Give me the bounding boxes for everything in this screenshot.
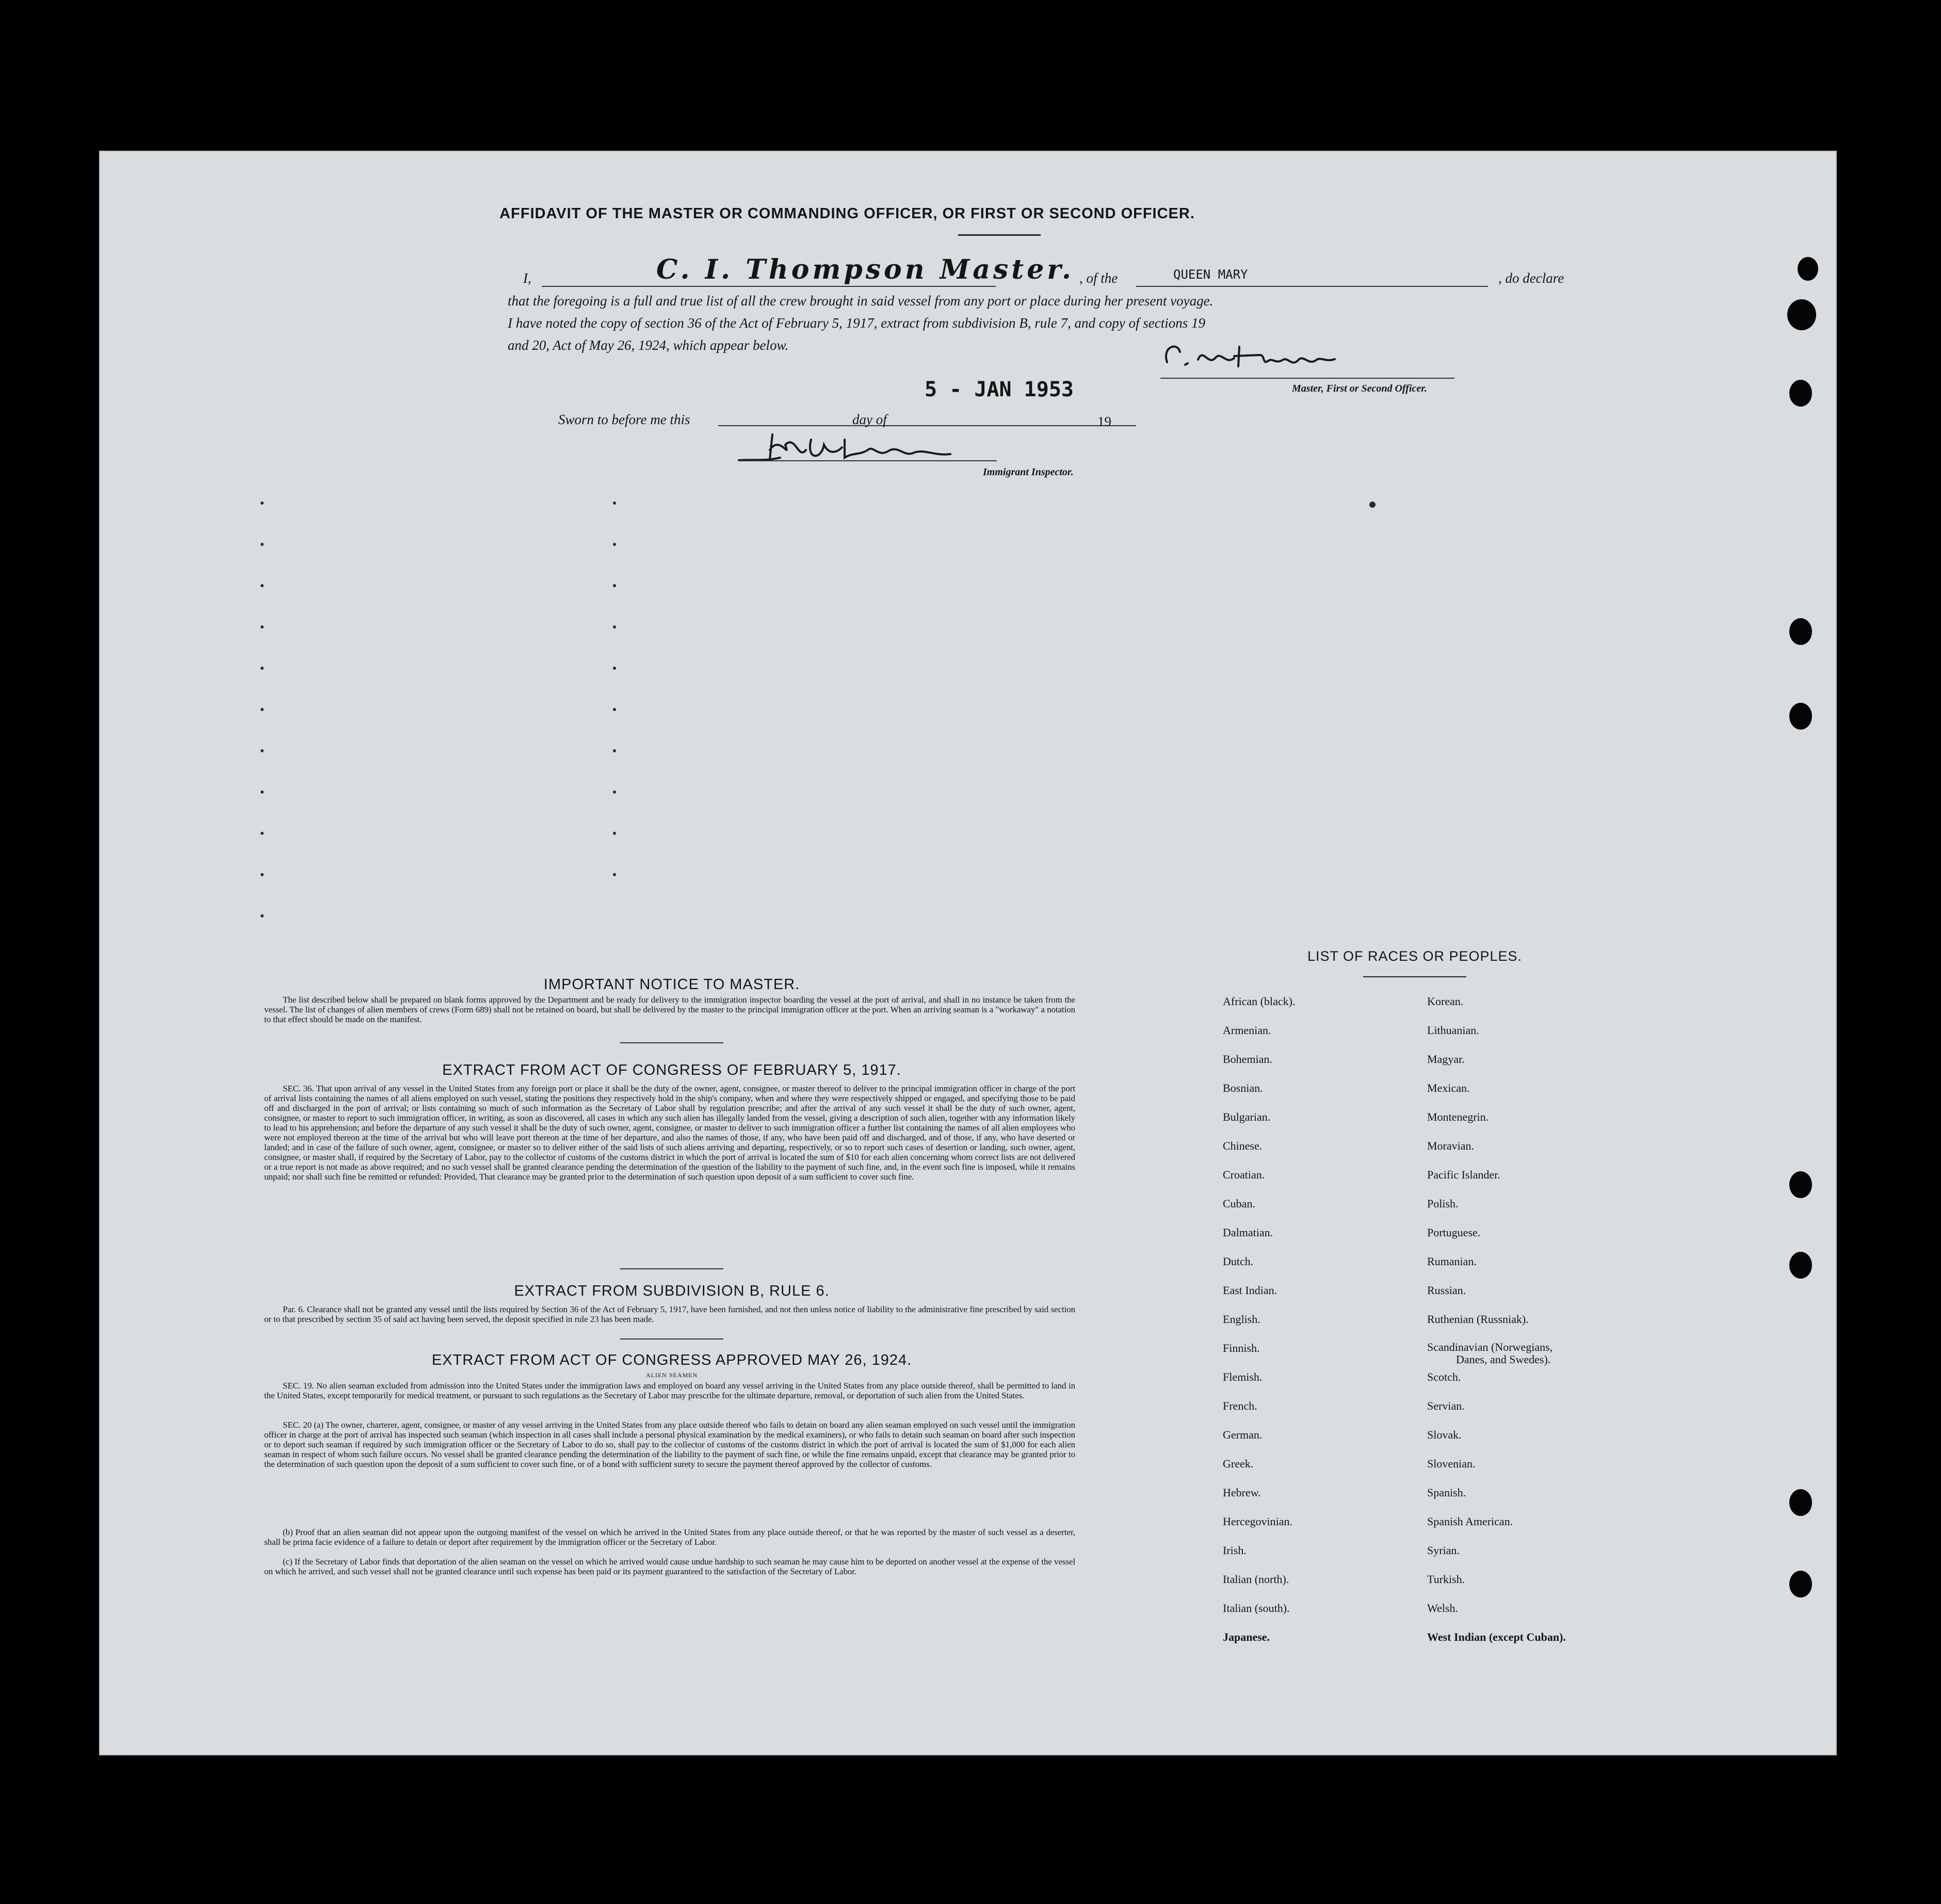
extract-1924-sec20b: (b) Proof that an alien seaman did not appear upon the outgoing manifest of the vessel on which he arrived in the United States from any place outside thereof, or that he was reported by the master of such vessel as a deserter, shall be prima facie evidence of a failure to detain or deport after requirement by the immigration officer or the Secretary of Labor. <box>264 1527 1075 1547</box>
race-item: Scandinavian (Norwegians, <box>1427 1341 1553 1353</box>
punch-hole <box>1787 299 1816 330</box>
race-item: Mexican. <box>1427 1082 1470 1094</box>
punch-hole <box>1789 1489 1812 1516</box>
extract-1924-sec20c: (c) If the Secretary of Labor finds that deportation of the alien seaman on the vessel on which he arrived would cause undue hardship to such seaman he may cause him to be deported on another vessel at the expense of the vessel on which he arrived, and such vessel shall not be granted clearance until such expense has been paid or its payment guaranteed to the satisfaction of the Secretary of Labor. <box>264 1557 1075 1576</box>
race-item: English. <box>1223 1313 1260 1326</box>
ruling-dot <box>613 749 616 752</box>
extract-1924-title: EXTRACT FROM ACT OF CONGRESS APPROVED MAY 26, 1924. <box>431 1352 912 1368</box>
race-item: Spanish American. <box>1427 1515 1513 1528</box>
vessel-name: QUEEN MARY <box>1173 267 1248 282</box>
race-item: Scotch. <box>1427 1370 1461 1383</box>
ruling-dot <box>613 543 616 546</box>
ruling-dot <box>261 832 264 835</box>
ruling-dot <box>261 749 264 752</box>
ruling-dot <box>261 625 264 628</box>
sworn-prefix: Sworn to before me this <box>558 412 690 427</box>
race-item: Greek. <box>1223 1457 1254 1470</box>
punch-hole <box>1789 1571 1812 1598</box>
race-item: Bulgarian. <box>1223 1110 1271 1123</box>
race-item: Armenian. <box>1223 1024 1271 1037</box>
punch-hole <box>1789 703 1812 730</box>
extract-1924-sec19: SEC. 19. No alien seaman excluded from admission into the United States under the immigration laws and employed on board any vessel arriving in the United States from any place outside thereof, shall be permitted to land in the United States, except temporarily for medical treatment, or pursuant to such regulations as the Secretary of Labor may prescribe for the ultimate departure, removal, or deportation of such alien from the United States. <box>264 1381 1075 1400</box>
race-item: Italian (north). <box>1223 1573 1289 1586</box>
race-item: Magyar. <box>1427 1053 1465 1066</box>
ruling-dot <box>1369 502 1376 508</box>
race-item: Japanese. <box>1223 1631 1270 1643</box>
race-item: Flemish. <box>1223 1370 1263 1383</box>
notice-title: IMPORTANT NOTICE TO MASTER. <box>543 976 800 993</box>
ruling-dot <box>613 708 616 711</box>
race-item: Irish. <box>1223 1544 1247 1557</box>
ruling-dot <box>613 625 616 628</box>
ruling-dot <box>261 873 264 876</box>
races-title: LIST OF RACES OR PEOPLES. <box>1307 948 1523 964</box>
ruling-dot <box>613 832 616 835</box>
race-item: Bohemian. <box>1223 1053 1272 1066</box>
affidavit-heading: AFFIDAVIT OF THE MASTER OR COMMANDING OFFICER, OR FIRST OR SECOND OFFICER. <box>499 205 1195 222</box>
race-item: Montenegrin. <box>1427 1110 1489 1123</box>
ruling-dot <box>261 502 264 505</box>
ruling-dot <box>613 873 616 876</box>
declaration-line-4: and 20, Act of May 26, 1924, which appear below. <box>508 337 789 353</box>
sworn-day-of: day of <box>852 412 887 427</box>
inspector-signature-line <box>739 460 997 461</box>
race-item: Servian. <box>1427 1399 1465 1412</box>
ruling-dot <box>261 543 264 546</box>
punch-hole <box>1789 618 1812 645</box>
race-item: East Indian. <box>1223 1284 1277 1297</box>
race-item: Cuban. <box>1223 1197 1255 1210</box>
punch-hole <box>1789 1171 1812 1198</box>
race-item: Spanish. <box>1427 1486 1466 1499</box>
notice-text: The list described below shall be prepared on blank forms approved by the Department and be ready for delivery to the immigration inspector boarding the vessel at the port of arrival, and shall in no instance be taken from the vessel. The list of changes of alien members of crews (Form 689) shall not be retained on board, but shall be delivered by the master to the principal immigration officer at the port. When an arriving seaman is a "workaway" a notation to that effect should be made on the manifest. <box>264 995 1075 1024</box>
race-item: Portuguese. <box>1427 1226 1481 1239</box>
race-item: Chinese. <box>1223 1139 1263 1152</box>
race-item: Ruthenian (Russniak). <box>1427 1313 1529 1326</box>
race-item: Hercegovinian. <box>1223 1515 1292 1528</box>
rule6-divider <box>620 1338 723 1340</box>
race-item-continuation: Danes, and Swedes). <box>1456 1353 1551 1366</box>
document-page <box>99 151 1837 1755</box>
extract-1924-sec20a: SEC. 20 (a) The owner, charterer, agent, consignee, or master of any vessel arriving in the United States from any place outside thereof who fails to detain on board any alien seaman employed on such vessel until the immigration officer in charge at the port of arrival has inspected such seaman (which inspection in all cases shall include a personal physical examination by the medical examiners), or who fails to detain such seaman on board after such inspection or to deport such seaman if required by such immigration officer or the Secretary of Labor to do so, shall pay to the collector of customs of the customs district in which the port of arrival is located the sum of $1,000 for each alien seaman in respect of whom such failure occurs. No vessel shall be granted clearance pending the determination of the liability to the payment of such fine, or while the fine remains unpaid, except that clearance may be granted prior to the determination of such question upon the deposit of a sum sufficient to cover such fine, or of a bond with sufficient surety to secure the payment thereof approved by the collector of customs. <box>264 1420 1075 1469</box>
ruling-dot <box>613 790 616 794</box>
race-item: West Indian (except Cuban). <box>1427 1631 1566 1643</box>
master-signature-caption: Master, First or Second Officer. <box>1292 383 1427 394</box>
vessel-name-line <box>1136 286 1488 287</box>
master-name-line <box>542 286 996 287</box>
extract-1917-divider <box>620 1268 723 1269</box>
ruling-dot <box>613 584 616 587</box>
race-item: Russian. <box>1427 1284 1466 1297</box>
inspector-caption: Immigrant Inspector. <box>983 466 1074 478</box>
inspector-signature <box>734 429 961 471</box>
of-the-text: , of the <box>1079 270 1118 286</box>
ruling-dot <box>613 502 616 505</box>
race-item: Italian (south). <box>1223 1602 1290 1615</box>
races-rule <box>1363 976 1466 977</box>
race-item: Turkish. <box>1427 1573 1465 1586</box>
heading-rule <box>958 234 1041 236</box>
race-item: Hebrew. <box>1223 1486 1261 1499</box>
sworn-year-prefix: 19 <box>1097 414 1111 429</box>
ruling-dot <box>613 667 616 670</box>
race-item: Moravian. <box>1427 1139 1475 1152</box>
punch-hole <box>1789 380 1812 407</box>
race-item: Polish. <box>1427 1197 1459 1210</box>
race-item: German. <box>1223 1428 1263 1441</box>
ruling-dot <box>261 584 264 587</box>
rule6-text: Par. 6. Clearance shall not be granted any vessel until the lists required by Section 36 of the Act of February 5, 1917, have been furnished, and not then unless notice of liability to the administrative fine prescribed by said section or to that prescribed by section 35 of said act having been served, the deposit specified in rule 23 has been made. <box>264 1304 1075 1324</box>
race-item: Dutch. <box>1223 1255 1254 1268</box>
extract-1917-text: SEC. 36. That upon arrival of any vessel in the United States from any foreign port or place it shall be the duty of the owner, agent, consignee, or master thereof to deliver to the principal immigration officer in charge of the port of arrival lists containing the names of all aliens employed on such vessel, stating the positions they respectively hold in the ship's company, when and where they were respectively shipped or engaged, and specifying those to be paid off and discharged in the port of arrival; or lists containing so much of such information as the Secretary of Labor shall by regulation prescribe; and after the arrival of any such vessel it shall be the duty of such owner, agent, consignee, or master to report to such immigration officer, in writing, as soon as discovered, all cases in which any such alien has illegally landed from the vessel, giving a description of such alien, together with any information likely to lead to his apprehension; and before the departure of any such vessel it shall be the duty of such owner, agent, consignee, or master to deliver to such immigration officer a further list containing the names of all alien employees who were not employed thereon at the time of the arrival but who will leave port thereon at the time of her departure, and also the names of those, if any, who have been paid off and discharged, and of those, if any, who have deserted or landed; and in case of the failure of such owner, agent, consignee, or master so to deliver either of the said lists of such aliens arriving and departing, respectively, or so to report such cases of desertion or landing, such owner, agent, consignee, or master shall, if required by the Secretary of Labor, pay to the collector of customs of the customs district in which the port of arrival is located the sum of $10 for each alien concerning whom correct lists are not delivered or a true report is not made as above required; and no such vessel shall be granted clearance pending the determination of the question of the liability to the payment of such fine, and, in the event such fine is imposed, while it remains unpaid; nor shall such fine be remitted or refunded: Provided, That clearance may be granted prior to the determination of such question upon deposit of a sum sufficient to cover such fine. <box>264 1084 1075 1182</box>
master-signature-line <box>1160 378 1454 379</box>
race-item: Pacific Islander. <box>1427 1168 1500 1181</box>
race-item: Syrian. <box>1427 1544 1460 1557</box>
declaration-prefix: I, <box>523 270 531 286</box>
extract-1917-title: EXTRACT FROM ACT OF CONGRESS OF FEBRUARY 5, 1917. <box>442 1062 901 1078</box>
punch-hole <box>1798 257 1818 281</box>
race-item: Slovenian. <box>1427 1457 1476 1470</box>
ruling-dot <box>261 667 264 670</box>
race-item: Slovak. <box>1427 1428 1462 1441</box>
race-item: Lithuanian. <box>1427 1024 1479 1037</box>
race-item: French. <box>1223 1399 1257 1412</box>
race-item: Welsh. <box>1427 1602 1458 1615</box>
race-item: Rumanian. <box>1427 1255 1477 1268</box>
notice-divider <box>620 1042 723 1043</box>
ruling-dot <box>261 790 264 794</box>
ruling-dot <box>261 914 264 917</box>
master-name-handwritten: C. I. Thompson Master. <box>656 254 1075 285</box>
extract-1924-subtitle: ALIEN SEAMEN <box>645 1371 698 1379</box>
master-signature <box>1157 336 1342 378</box>
race-item: African (black). <box>1223 995 1296 1008</box>
race-item: Bosnian. <box>1223 1082 1263 1094</box>
ruling-dot <box>261 708 264 711</box>
declaration-line-3: I have noted the copy of section 36 of the Act of February 5, 1917, extract from subdivision B, rule 7, and copy of sections 19 <box>508 315 1205 331</box>
declaration-line-2: that the foregoing is a full and true list of all the crew brought in said vessel from any port or place during her present voyage. <box>508 293 1214 309</box>
race-item: Finnish. <box>1223 1342 1260 1354</box>
race-item: Dalmatian. <box>1223 1226 1273 1239</box>
race-item: Croatian. <box>1223 1168 1265 1181</box>
rule6-title: EXTRACT FROM SUBDIVISION B, RULE 6. <box>514 1283 830 1299</box>
punch-hole <box>1789 1252 1812 1279</box>
date-stamp: 5 - JAN 1953 <box>925 378 1074 401</box>
race-item: Korean. <box>1427 995 1464 1008</box>
do-declare-text: , do declare <box>1498 270 1564 286</box>
